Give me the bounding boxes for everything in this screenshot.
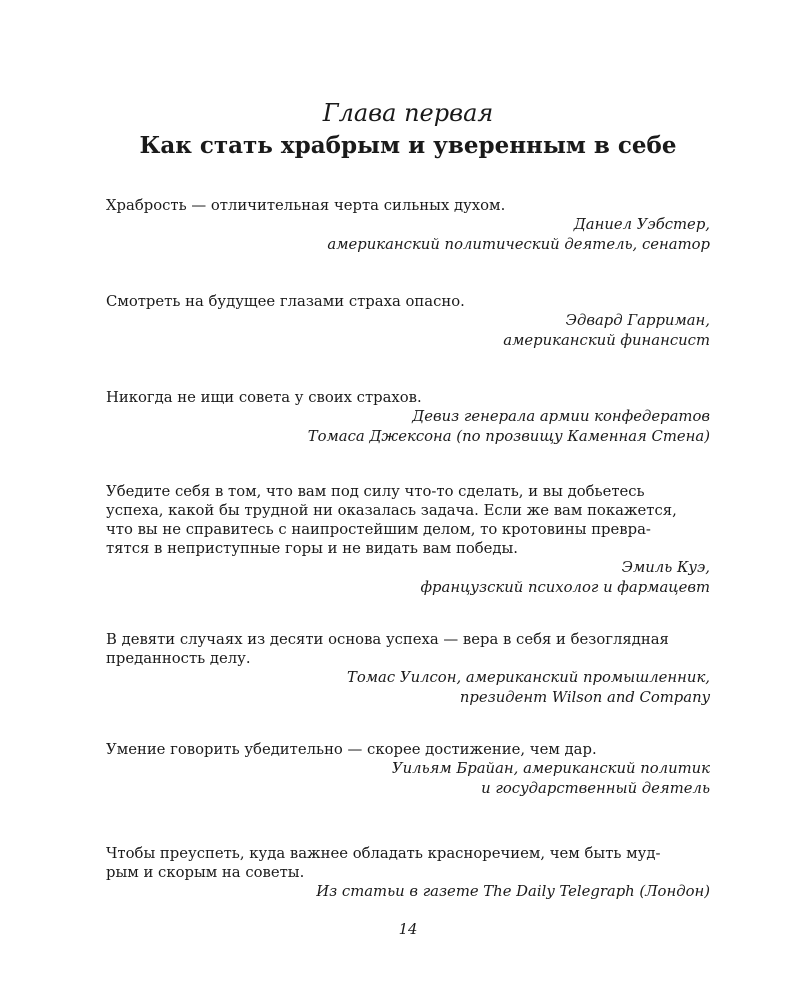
quote-line: Чтобы преуспеть, куда важнее обладать красноречием, чем быть муд- xyxy=(106,845,661,862)
attribution-line: и государственный деятель xyxy=(481,780,710,797)
attribution-line: Томаса Джексона (по прозвищу Каменная Стена) xyxy=(307,428,710,445)
quote-line: Умение говорить убедительно — скорее достижение, чем дар. xyxy=(106,741,597,758)
epigraph-attribution xyxy=(106,759,710,799)
quote-line: Никогда не ищи совета у своих страхов. xyxy=(106,389,422,406)
attribution-line: американский финансист xyxy=(503,332,710,349)
epigraph-attribution xyxy=(106,882,710,902)
attribution-line: Девиз генерала армии конфедератов xyxy=(412,408,710,425)
quote-line: Храбрость — отличительная черта сильных духом. xyxy=(106,197,506,214)
epigraph xyxy=(106,630,710,708)
epigraph xyxy=(106,482,710,598)
page-number: 14 xyxy=(398,921,418,938)
quote-line: В девяти случаях из десяти основа успеха — вера в себя и безоглядная xyxy=(106,631,669,648)
epigraph-quote xyxy=(106,388,710,407)
epigraph-attribution xyxy=(106,311,710,351)
quote-line: преданность делу. xyxy=(106,650,251,667)
quote-line: Убедите себя в том, что вам под силу что-то сделать, и вы добьетесь xyxy=(106,483,645,500)
epigraph-quote xyxy=(106,482,710,558)
quote-line: рым и скорым на советы. xyxy=(106,864,305,881)
attribution-line: Томас Уилсон, американский промышленник, xyxy=(347,669,710,686)
chapter-title: Как стать храбрым и уверенным в себе xyxy=(139,132,677,159)
epigraph-attribution xyxy=(106,407,710,447)
epigraph xyxy=(106,388,710,447)
book-page xyxy=(106,0,710,1000)
epigraph-quote xyxy=(106,630,710,668)
attribution-line: Эдвард Гарриман, xyxy=(565,312,710,329)
attribution-line: Из статьи в газете The Daily Telegraph (Лондон) xyxy=(316,883,710,900)
epigraph xyxy=(106,740,710,799)
quote-line: Смотреть на будущее глазами страха опасно. xyxy=(106,293,465,310)
epigraph xyxy=(106,844,710,902)
attribution-line: американский политический деятель, сенатор xyxy=(327,236,710,253)
epigraph xyxy=(106,196,710,255)
epigraph-quote xyxy=(106,740,710,759)
quote-line: что вы не справитесь с наипростейшим делом, то кротовины превра- xyxy=(106,521,651,538)
epigraph-attribution xyxy=(106,558,710,598)
attribution-line: Уильям Брайан, американский политик xyxy=(391,760,710,777)
quote-line: успеха, какой бы трудной ни оказалась задача. Если же вам покажется, xyxy=(106,502,677,519)
epigraph-quote xyxy=(106,292,710,311)
chapter-label: Глава первая xyxy=(322,99,494,127)
attribution-line: Эмиль Куэ, xyxy=(621,559,710,576)
epigraph-quote xyxy=(106,844,710,882)
epigraph xyxy=(106,292,710,351)
epigraph-quote xyxy=(106,196,710,215)
attribution-line: президент Wilson and Company xyxy=(459,689,710,706)
attribution-line: французский психолог и фармацевт xyxy=(420,579,710,596)
quote-line: тятся в неприступные горы и не видать вам победы. xyxy=(106,540,518,557)
epigraph-attribution xyxy=(106,668,710,708)
epigraph-attribution xyxy=(106,215,710,255)
attribution-line: Даниел Уэбстер, xyxy=(573,216,710,233)
